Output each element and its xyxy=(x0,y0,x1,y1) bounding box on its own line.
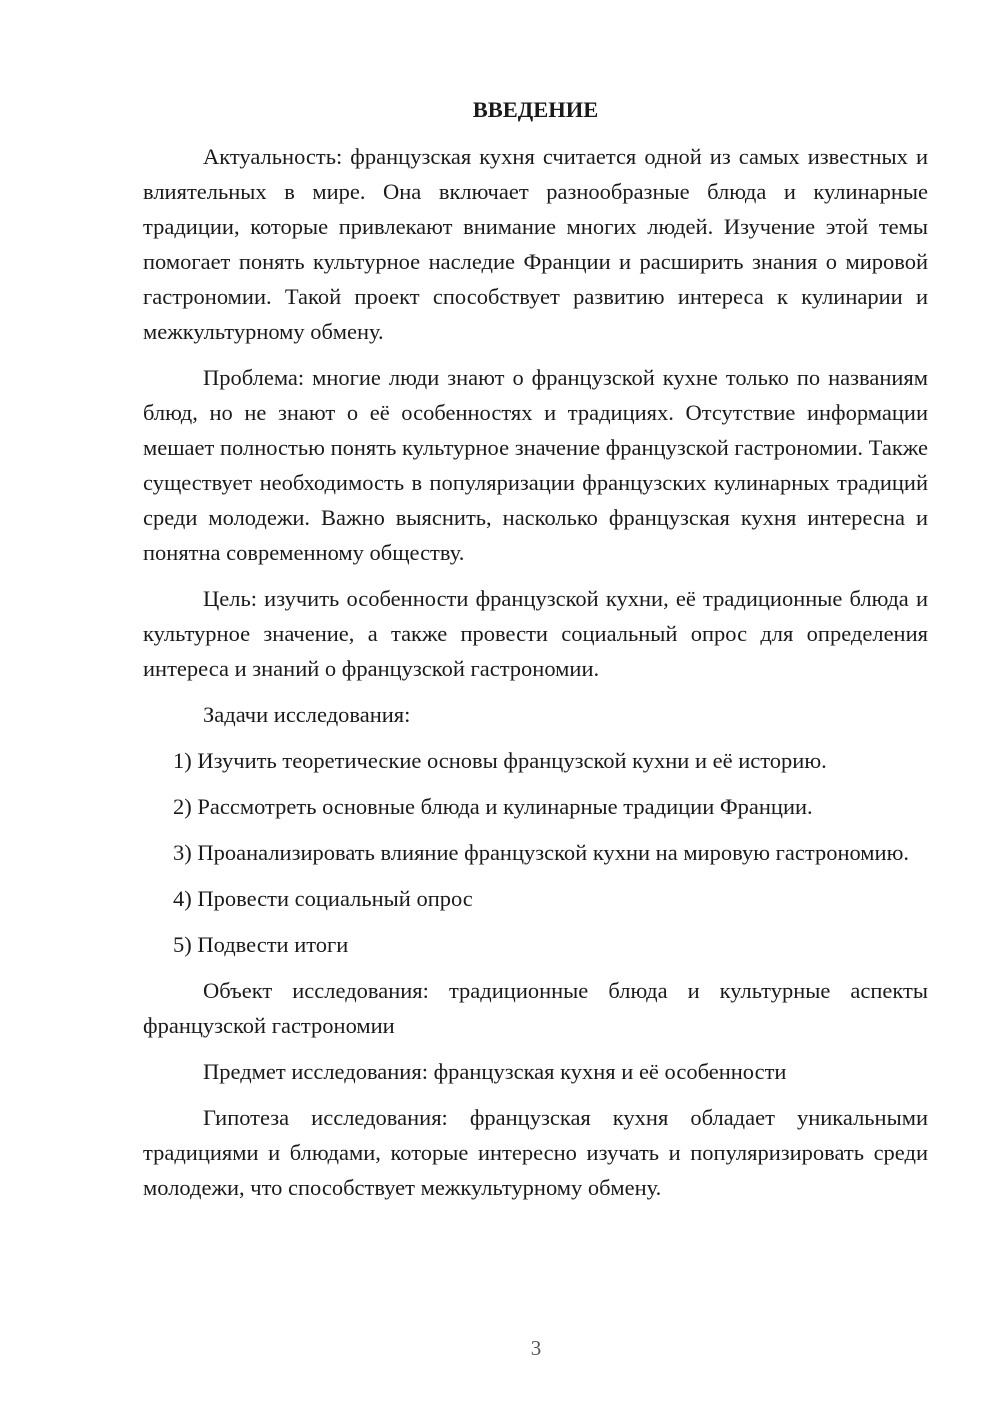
task-item-4: 4) Провести социальный опрос xyxy=(173,886,473,911)
paragraph-object: Объект исследования: традиционные блюда и культурные аспекты французской гастрономии xyxy=(143,978,928,1038)
tasks-heading: Задачи исследования: xyxy=(203,702,411,727)
paragraph-problem: Проблема: многие люди знают о французской кухне только по названиям блюд, но не знают о её особенностях и традициях. Отсутствие информации мешает полностью понять культурное значение французской гастрономии. Также существует необходимость в популяризации французских кулинарных традиций среди молодежи. Важно выяснить, насколько французская кухня интересна и понятна современному обществу. xyxy=(143,365,929,565)
paragraph-goal: Цель: изучить особенности французской кухни, её традиционные блюда и культурное значение, а также провести социальный опрос для определения интереса и знаний о французской гастрономии. xyxy=(143,586,928,681)
paragraph-relevance: Актуальность: французская кухня считается одной из самых известных и влиятельных в мире. Она включает разнообразные блюда и кулинарные традиции, которые привлекают внимание многих людей. Изучение этой темы помогает понять культурное наследие Франции и расширить знания о мировой гастрономии. Такой проект способствует развитию интереса к кулинарии и межкультурному обмену. xyxy=(143,144,928,344)
task-item-3: 3) Проанализировать влияние французской кухни на мировую гастрономию. xyxy=(173,840,910,865)
page-number: 3 xyxy=(530,1336,542,1360)
task-item-5: 5) Подвести итоги xyxy=(173,932,349,957)
section-title: ВВЕДЕНИЕ xyxy=(472,97,599,122)
task-item-1: 1) Изучить теоретические основы французской кухни и её историю. xyxy=(173,748,827,773)
document-page xyxy=(143,92,928,1216)
paragraph-subject: Предмет исследования: французская кухня и её особенности xyxy=(203,1059,787,1084)
paragraph-hypothesis: Гипотеза исследования: французская кухня обладает уникальными традициями и блюдами, которые интересно изучать и популяризировать среди молодежи, что способствует межкультурному обмену. xyxy=(143,1105,928,1200)
task-item-2: 2) Рассмотреть основные блюда и кулинарные традиции Франции. xyxy=(173,794,813,819)
